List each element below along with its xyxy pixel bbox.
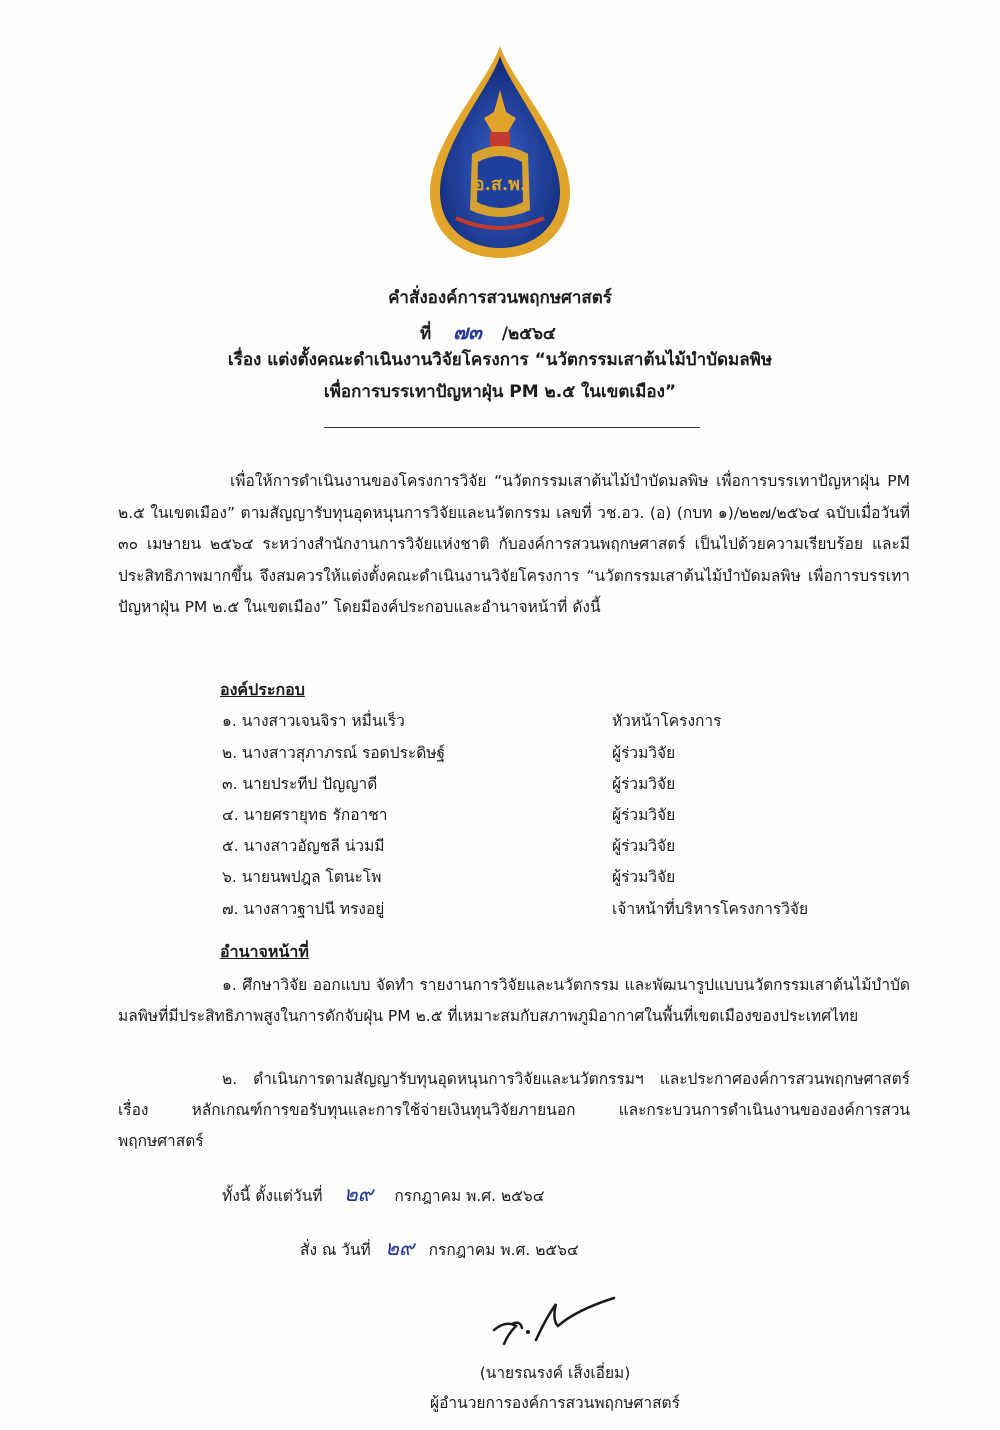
member-row (222, 833, 922, 863)
member-name: ๒. นางสาวสุภาภรณ์ รอดประดิษฐ์ (222, 744, 446, 762)
member-role: เจ้าหน้าที่บริหารโครงการวิจัย (612, 900, 809, 918)
duties-heading: อำนาจหน้าที่ (220, 942, 309, 961)
effective-day: ๒๙ (343, 1182, 374, 1206)
member-name: ๔. นายศรายุทธ รักอาชา (222, 806, 388, 824)
member-name: ๕. นางสาวอัญชลี น่วมมี (222, 837, 385, 855)
member-name: ๖. นายนพปฎล โตนะโพ (222, 868, 382, 886)
duty-text: ๑. ศึกษาวิจัย ออกแบบ จัดทำ รายงานการวิจัยและนวัตกรรม และพัฒนารูปแบบนวัตกรรมเสาต้นไม้บำบัดมลพิษที่มีประสิทธิภาพสูงในการดักจับฝุ่น PM ๒.๕ ที่เหมาะสมกับสภาพภูมิอากาศในพื้นที่เขตเมืองของประเทศไทย (118, 976, 910, 1025)
body-text: เพื่อให้การดำเนินงานของโครงการวิจัย “นวัตกรรมเสาต้นไม้บำบัดมลพิษ เพื่อการบรรเทาปัญหาฝุ่น PM ๒.๕ ในเขตเมือง” ตามสัญญารับทุนอุดหนุนการวิจัยและนวัตกรรม เลขที่ วช.อว. (อ) (กบท ๑)/๒๒๗/๒๕๖๔ ฉบับเมื่อวันที่ ๓๐ เมษายน ๒๕๖๔ ระหว่างสำนักงานการวิจัยแห่งชาติ กับองค์การสวนพฤกษศาสตร์ เป็นไปด้วยความเรียบร้อย และมีประสิทธิภาพมากขึ้น จึงสมควรให้แต่งตั้งคณะดำเนินงานวิจัยโครงการ “นวัตกรรมเสาต้นไม้บำบัดมลพิษ เพื่อการบรรเทาปัญหาฝุ่น PM ๒.๕ ในเขตเมือง” โดยมีองค์ประกอบและอำนาจหน้าที่ ดังนี้ (118, 472, 910, 616)
member-name: ๑. นางสาวเจนจิรา หมื่นเร็ว (222, 712, 405, 730)
seal-drop-icon (420, 42, 580, 262)
member-row (222, 708, 922, 738)
order-prefix: ที่ (420, 324, 432, 344)
ordered-day: ๒๙ (385, 1236, 415, 1260)
member-name: ๓. นายประทีป ปัญญาดี (222, 775, 378, 793)
subject-line-2: เพื่อการบรรเทาปัญหาฝุ่น PM ๒.๕ ในเขตเมือง” (323, 382, 677, 402)
logo-text: อ.ส.พ. (473, 174, 527, 195)
member-role: ผู้ร่วมวิจัย (612, 775, 676, 793)
signer-name: (นายรณรงค์ เส็งเอี่ยม) (479, 1364, 631, 1382)
ordered-prefix: สั่ง ณ วันที่ (300, 1241, 371, 1259)
member-name: ๗. นางสาวฐาปนี ทรงอยู่ (222, 900, 385, 918)
order-number: ๗๓ (453, 320, 482, 344)
subject-line-1: เรื่อง แต่งตั้งคณะดำเนินงานวิจัยโครงการ “นวัตกรรมเสาต้นไม้บำบัดมลพิษ (227, 350, 773, 370)
composition-heading: องค์ประกอบ (220, 680, 305, 699)
effective-date (222, 1178, 544, 1211)
order-year: /๒๕๖๔ (501, 324, 556, 344)
signature-mark (486, 1290, 626, 1350)
member-row (222, 896, 922, 926)
duty-text: ๒. ดำเนินการตามสัญญารับทุนอุดหนุนการวิจัยและนวัตกรรมฯ และประกาศองค์การสวนพฤกษศาสตร์ เรื่อง หลักเกณฑ์การขอรับทุนและการใช้จ่ายเงินทุนวิจัยภายนอก และกระบวนการดำเนินงานขององค์การสวนพฤกษศาสตร์ (118, 1070, 910, 1150)
member-row (222, 740, 922, 770)
body-paragraph (118, 466, 910, 624)
divider (324, 427, 700, 428)
member-role: หัวหน้าโครงการ (612, 712, 722, 730)
member-role: ผู้ร่วมวิจัย (612, 744, 676, 762)
member-role: ผู้ร่วมวิจัย (612, 868, 676, 886)
ordered-date (300, 1232, 579, 1265)
member-row (222, 864, 922, 894)
effective-suffix: กรกฎาคม พ.ศ. ๒๕๖๔ (394, 1187, 545, 1205)
signer-position: ผู้อำนวยการองค์การสวนพฤกษศาสตร์ (430, 1394, 680, 1412)
order-title: คำสั่งองค์การสวนพฤกษศาสตร์ (388, 288, 612, 308)
order-number-line (420, 316, 556, 348)
ordered-suffix: กรกฎาคม พ.ศ. ๒๕๖๔ (428, 1241, 579, 1259)
duty-item (118, 970, 910, 1032)
effective-prefix: ทั้งนี้ ตั้งแต่วันที่ (222, 1187, 323, 1205)
member-row (222, 802, 922, 832)
member-row (222, 771, 922, 801)
member-role: ผู้ร่วมวิจัย (612, 837, 676, 855)
duty-item (118, 1064, 910, 1157)
member-role: ผู้ร่วมวิจัย (612, 806, 676, 824)
